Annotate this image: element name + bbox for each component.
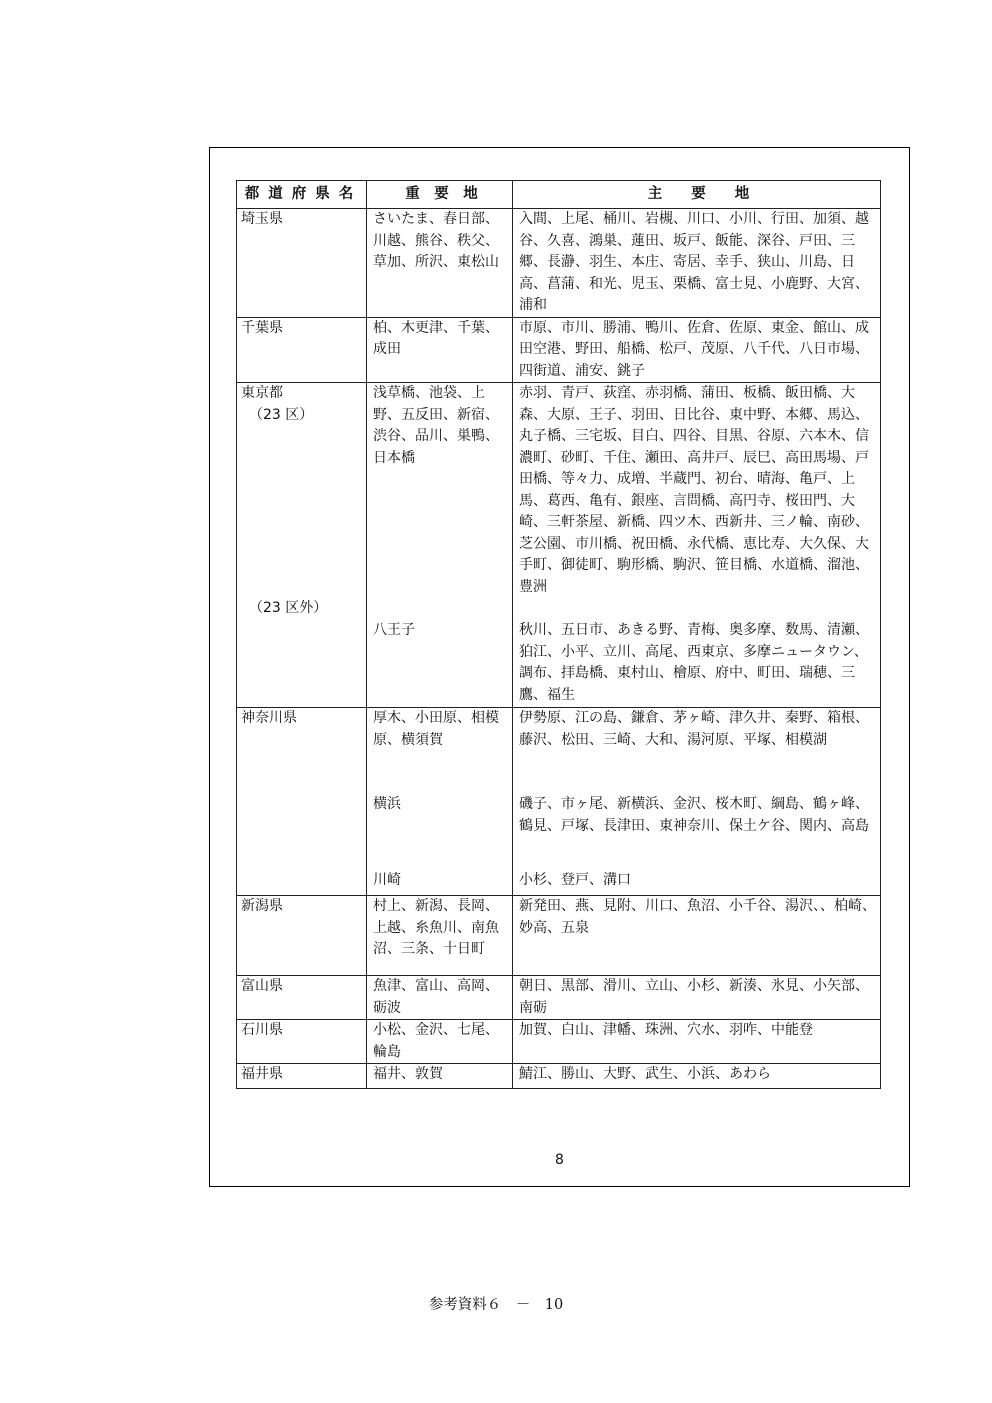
header-important: 重 要 地 bbox=[367, 181, 513, 209]
main-cell: 市原、市川、勝浦、鴨川、佐倉、佐原、東金、館山、成田空港、野田、船橋、松戸、茂原、八千代、八日市場、四街道、浦安、銚子 bbox=[513, 317, 881, 383]
important-cell bbox=[367, 708, 513, 896]
main-cell bbox=[513, 708, 881, 896]
prefecture-cell: 福井県 bbox=[237, 1064, 367, 1089]
important-text: 横浜 bbox=[373, 796, 401, 812]
important-cell: さいたま、春日部、川越、熊谷、秩父、草加、所沢、東松山 bbox=[367, 209, 513, 318]
main-cell: 鯖江、勝山、大野、武生、小浜、あわら bbox=[513, 1064, 881, 1089]
prefecture-cell: 神奈川県 bbox=[237, 708, 367, 896]
main-text: 小杉、登戸、溝口 bbox=[519, 872, 631, 888]
table-row bbox=[237, 209, 881, 318]
main-cell: 朝日、黒部、滑川、立山、小杉、新湊、氷見、小矢部、南砺 bbox=[513, 976, 881, 1020]
important-cell bbox=[367, 383, 513, 708]
table-row bbox=[237, 896, 881, 976]
table-row bbox=[237, 708, 881, 896]
prefecture-name: 東京都 bbox=[241, 385, 283, 401]
important-cell: 村上、新潟、長岡、上越、糸魚川、南魚沼、三条、十日町 bbox=[367, 896, 513, 976]
prefecture-cell: 埼玉県 bbox=[237, 209, 367, 318]
important-text: 厚木、小田原、相模原、横須賀 bbox=[373, 710, 499, 748]
prefecture-cell: 石川県 bbox=[237, 1020, 367, 1064]
main-cell: 入間、上尾、桶川、岩槻、川口、小川、行田、加須、越谷、久喜、鴻巣、蓮田、坂戸、飯能、深谷、戸田、三郷、長瀞、羽生、本庄、寄居、幸手、狭山、川島、日高、菖蒲、和光、児玉、栗橋、富士見、小鹿野、大宮、浦和 bbox=[513, 209, 881, 318]
table-header-row bbox=[237, 181, 881, 209]
important-cell: 柏、木更津、千葉、成田 bbox=[367, 317, 513, 383]
important-cell: 小松、金沢、七尾、輪島 bbox=[367, 1020, 513, 1064]
main-text: 磯子、市ヶ尾、新横浜、金沢、桜木町、綱島、鶴ヶ峰、鶴見、戸塚、長津田、東神奈川、保土ケ谷、関内、高島 bbox=[519, 796, 869, 834]
table-row bbox=[237, 976, 881, 1020]
table-row bbox=[237, 1020, 881, 1064]
main-text: 秋川、五日市、あきる野、青梅、奥多摩、数馬、清瀬、狛江、小平、立川、高尾、西東京、多摩ニュータウン、調布、拝島橋、東村山、檜原、府中、町田、瑞穂、三鷹、福生 bbox=[519, 622, 869, 703]
header-prefecture: 都道府県名 bbox=[237, 181, 367, 209]
table-row bbox=[237, 383, 881, 708]
main-cell: 新発田、燕、見附、川口、魚沼、小千谷、湯沢、、柏崎、妙高、五泉 bbox=[513, 896, 881, 976]
important-text: 川崎 bbox=[373, 872, 401, 888]
main-cell bbox=[513, 383, 881, 708]
prefecture-cell: 富山県 bbox=[237, 976, 367, 1020]
document-frame bbox=[209, 147, 910, 1187]
prefecture-cell: 千葉県 bbox=[237, 317, 367, 383]
important-text: 浅草橋、池袋、上野、五反田、新宿、渋谷、品川、巣鴨、日本橋 bbox=[373, 385, 499, 466]
important-cell: 魚津、富山、高岡、砺波 bbox=[367, 976, 513, 1020]
important-text: 八王子 bbox=[373, 622, 415, 638]
header-main: 主 要 地 bbox=[513, 181, 881, 209]
prefecture-cell bbox=[237, 383, 367, 708]
main-text: 伊勢原、江の島、鎌倉、茅ヶ崎、津久井、秦野、箱根、藤沢、松田、三崎、大和、湯河原、平塚、相模湖 bbox=[519, 710, 869, 748]
important-cell: 福井、敦賀 bbox=[367, 1064, 513, 1089]
table-row bbox=[237, 1064, 881, 1089]
page-number: 8 bbox=[555, 1152, 564, 1168]
main-text: 赤羽、青戸、荻窪、赤羽橋、蒲田、板橋、飯田橋、大森、大原、王子、羽田、日比谷、東中野、本郷、馬込、丸子橋、三宅坂、目白、四谷、目黒、谷原、六本木、信濃町、砂町、千住、瀬田、高井戸、辰巳、高田馬場、戸田橋、等々力、成増、半蔵門、初台、晴海、亀戸、上馬、葛西、亀有、銀座、言問橋、高円寺、桜田門、大崎、三軒茶屋、新橋、四ツ木、西新井、三ノ輪、南砂、芝公園、市川橋、祝田橋、永代橋、恵比寿、大久保、大手町、御徒町、駒形橋、駒沢、笹目橋、水道橋、溜池、豊洲 bbox=[519, 385, 869, 595]
area-label: （23 区） bbox=[249, 406, 314, 423]
area-label: （23 区外） bbox=[249, 600, 328, 616]
footer-reference: 参考資料６ － 10 bbox=[428, 1297, 564, 1313]
table-row bbox=[237, 317, 881, 383]
region-table bbox=[236, 180, 881, 1089]
main-cell: 加賀、白山、津幡、珠洲、穴水、羽咋、中能登 bbox=[513, 1020, 881, 1064]
prefecture-cell: 新潟県 bbox=[237, 896, 367, 976]
